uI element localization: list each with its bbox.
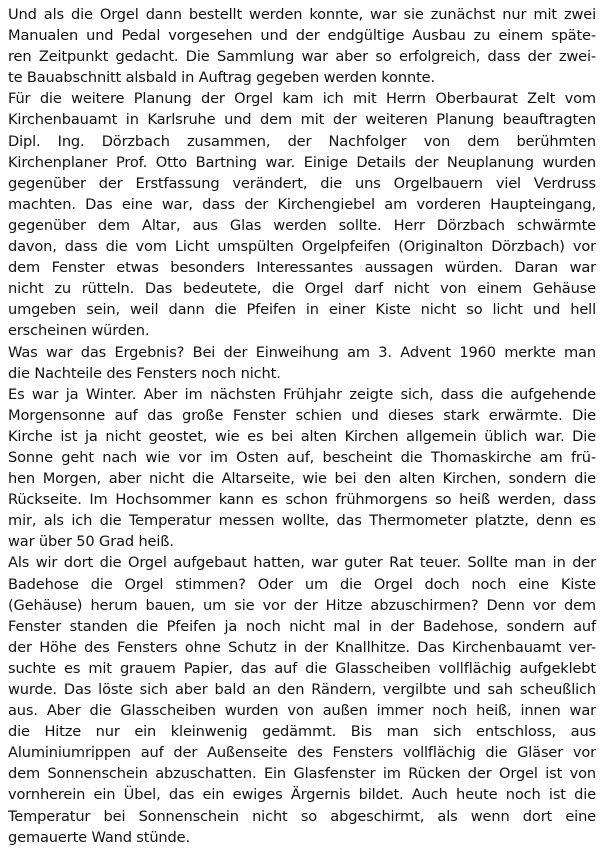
body-text — [8, 4, 596, 848]
paragraph-planning — [8, 88, 596, 341]
text-line: davon, dass die vom Licht umspülten Orgelpfeifen (Originalton Dörzbach) vor — [8, 238, 596, 256]
text-line: nicht zu rütteln. Das bedeutete, die Orgel darf nicht von einem Gehäuse — [8, 280, 596, 298]
text-line: Badehose die Orgel stimmen? Oder um die Orgel doch noch eine Kiste — [8, 575, 596, 593]
text-line: te Bauabschnitt alsbald in Auftrag gegeben werden konnte. — [8, 69, 435, 87]
text-line: war über 50 Grad heiß. — [8, 533, 174, 551]
text-line: hen Morgen, aber nicht die Altarseite, wie bei den alten Kirchen, sondern die — [8, 470, 596, 488]
paragraph-order-completion — [8, 4, 596, 88]
text-line: die Nachteile des Fensters noch nicht. — [8, 364, 281, 382]
text-line: Sonne geht nach wie vor im Osten auf, bescheint die Thomaskirche am frü- — [8, 448, 596, 466]
text-line: mir, als ich die Temperatur messen wollte, das Thermometer platzte, denn es — [8, 512, 596, 530]
text-line: dem Sonnenschein abzuschatten. Ein Glasfenster im Rücken der Orgel ist von — [8, 765, 596, 783]
text-line: wurde. Das löste sich aber bald an den Rändern, vergilbte und sah scheußlich — [8, 681, 596, 698]
text-line: dem Fenster etwas besonders Interessantes aussagen würden. Daran war — [8, 259, 596, 277]
text-line: Und als die Orgel dann bestellt werden konnte, war sie zunächst nur mit zwei — [8, 6, 596, 23]
text-line: die Hitze nur ein kleinwenig gedämmt. Bis man sich entschloss, aus — [8, 723, 596, 741]
text-line: suchte es mit grauem Papier, das auf die Glasscheiben vollflächig aufgeklebt — [8, 659, 596, 677]
text-line: Morgensonne auf das große Fenster schien und dieses stark erwärmte. Die — [8, 406, 596, 424]
text-line: Manualen und Pedal vorgesehen und der endgültige Ausbau zu einem späte- — [8, 27, 596, 45]
text-line: (Gehäuse) herum bauen, um sie vor der Hitze abzuschirmen? Denn vor dem — [8, 596, 596, 614]
text-line: vornherein ein Übel, das ein ewiges Ärgernis bildet. Auch heute noch ist die — [8, 786, 596, 804]
text-line: Als wir dort die Orgel aufgebaut hatten, war guter Rat teuer. Sollte man in der — [8, 554, 596, 572]
text-line: Dipl. Ing. Dörzbach zusammen, der Nachfolger von dem berühmten — [8, 132, 596, 150]
text-line: Temperatur bei Sonnenschein nicht so abgeschirmt, als wenn dort eine — [8, 807, 596, 825]
paragraph-result — [8, 342, 596, 384]
text-line: gegenüber dem Altar, aus Glas werden sollte. Herr Dörzbach schwärmte — [8, 216, 596, 234]
text-line: gemauerte Wand stünde. — [8, 828, 190, 846]
text-line: aus. Aber die Glasscheiben wurden von außen immer noch heiß, innen war — [8, 702, 596, 720]
text-line: Für die weitere Planung der Orgel kam ich mit Herrn Oberbaurat Zelt vom — [8, 90, 596, 108]
text-line: machten. Das eine war, dass der Kirchengiebel am vorderen Haupteingang, — [8, 195, 596, 213]
text-line: Aluminiumrippen auf der Außenseite des Fensters vollflächig die Gläser vor — [8, 744, 596, 762]
text-line: ren Zeitpunkt gedacht. Die Sammlung war aber so erfolgreich, dass der zwei- — [8, 48, 596, 66]
text-line: gegenüber der Erstfassung verändert, die uns Orgelbauern viel Verdruss — [8, 174, 596, 192]
text-line: Kirchenbauamt in Karlsruhe und dem mit der weiteren Planung beauftragten — [8, 111, 596, 129]
text-line: der Höhe des Fensters ohne Schutz in der Knallhitze. Das Kirchenbauamt ver- — [8, 638, 596, 656]
text-line: umgeben sein, weil dann die Pfeifen in einer Kiste nicht so licht und hell — [8, 301, 596, 319]
text-line: Es war ja Winter. Aber im nächsten Frühjahr zeigte sich, dass die aufgehende — [8, 385, 596, 403]
text-line: Rückseite. Im Hochsommer kann es schon frühmorgens so heiß werden, dass — [8, 491, 596, 509]
text-line: erscheinen würden. — [8, 322, 150, 340]
text-line: Fenster standen die Pfeifen ja noch nicht mal in der Badehose, sondern auf — [8, 617, 596, 635]
text-line: Kirche ist ja nicht geostet, wie es bei alten Kirchen allgemein üblich war. Die — [8, 427, 596, 445]
paragraph-heat-solutions — [8, 552, 596, 847]
text-line: Was war das Ergebnis? Bei der Einweihung am 3. Advent 1960 merkte man — [8, 343, 596, 361]
text-line: Kirchenplaner Prof. Otto Bartning war. Einige Details der Neuplanung wurden — [8, 153, 596, 171]
paragraph-winter-sun — [8, 384, 596, 553]
